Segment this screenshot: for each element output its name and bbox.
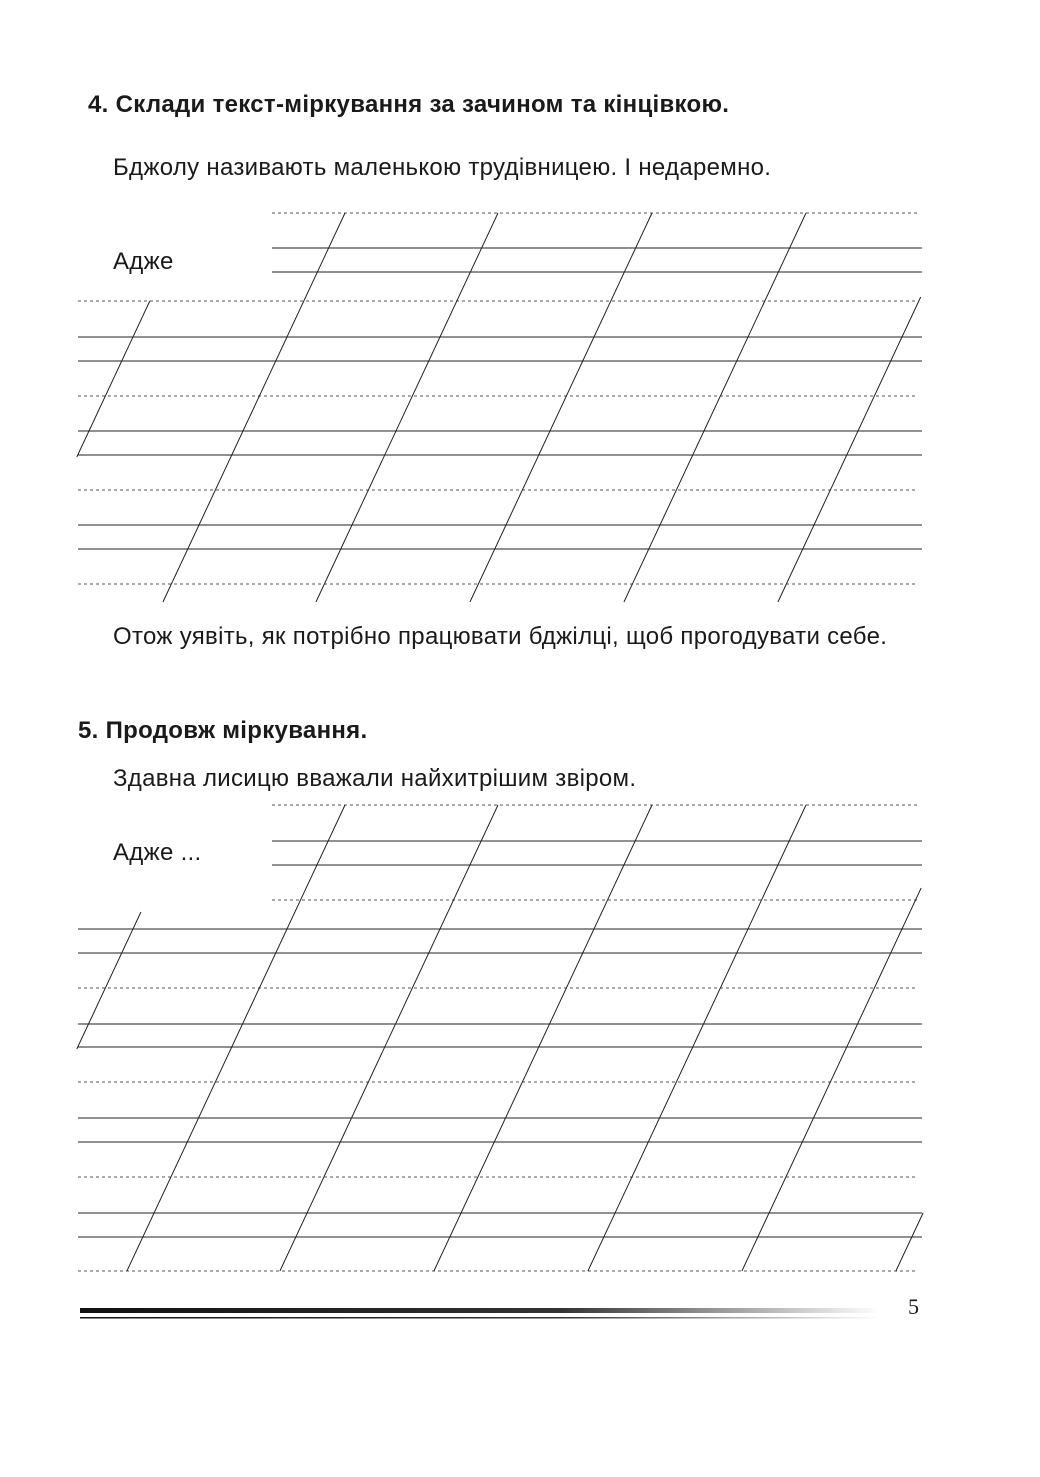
slant-guide-line — [77, 912, 141, 1049]
slant-guide-line — [742, 888, 921, 1271]
task-4-ending: Отож уявіть, як потрібно працювати бджілці, щоб прогодувати себе. — [113, 623, 888, 650]
slant-guide-line — [778, 297, 921, 602]
task-5-intro: Здавна лисицю вважали найхитрішим звіром. — [113, 765, 637, 792]
writing-grid-task-4 — [77, 213, 922, 602]
task-4-starter: Адже — [113, 248, 174, 275]
page-number: 5 — [908, 1294, 919, 1319]
footer-rule — [80, 1308, 880, 1313]
slant-guide-line — [434, 805, 652, 1271]
task-4-heading: 4. Склади текст-міркування за зачином та кінцівкою. — [88, 91, 730, 118]
slant-guide-line — [470, 213, 652, 602]
task-5-heading: 5. Продовж міркування. — [78, 717, 368, 744]
slant-guide-line — [77, 301, 150, 457]
slant-guide-line — [163, 213, 345, 602]
slant-guide-line — [316, 213, 498, 602]
task-4-intro: Бджолу називають маленькою трудівницею. І недаремно. — [113, 154, 772, 181]
footer-rule-thin — [80, 1317, 880, 1319]
task-5-starter: Адже ... — [113, 839, 202, 866]
slant-guide-line — [588, 805, 806, 1271]
slant-guide-line — [624, 213, 806, 602]
slant-guide-line — [896, 1213, 923, 1271]
writing-grid-task-5 — [77, 805, 923, 1271]
